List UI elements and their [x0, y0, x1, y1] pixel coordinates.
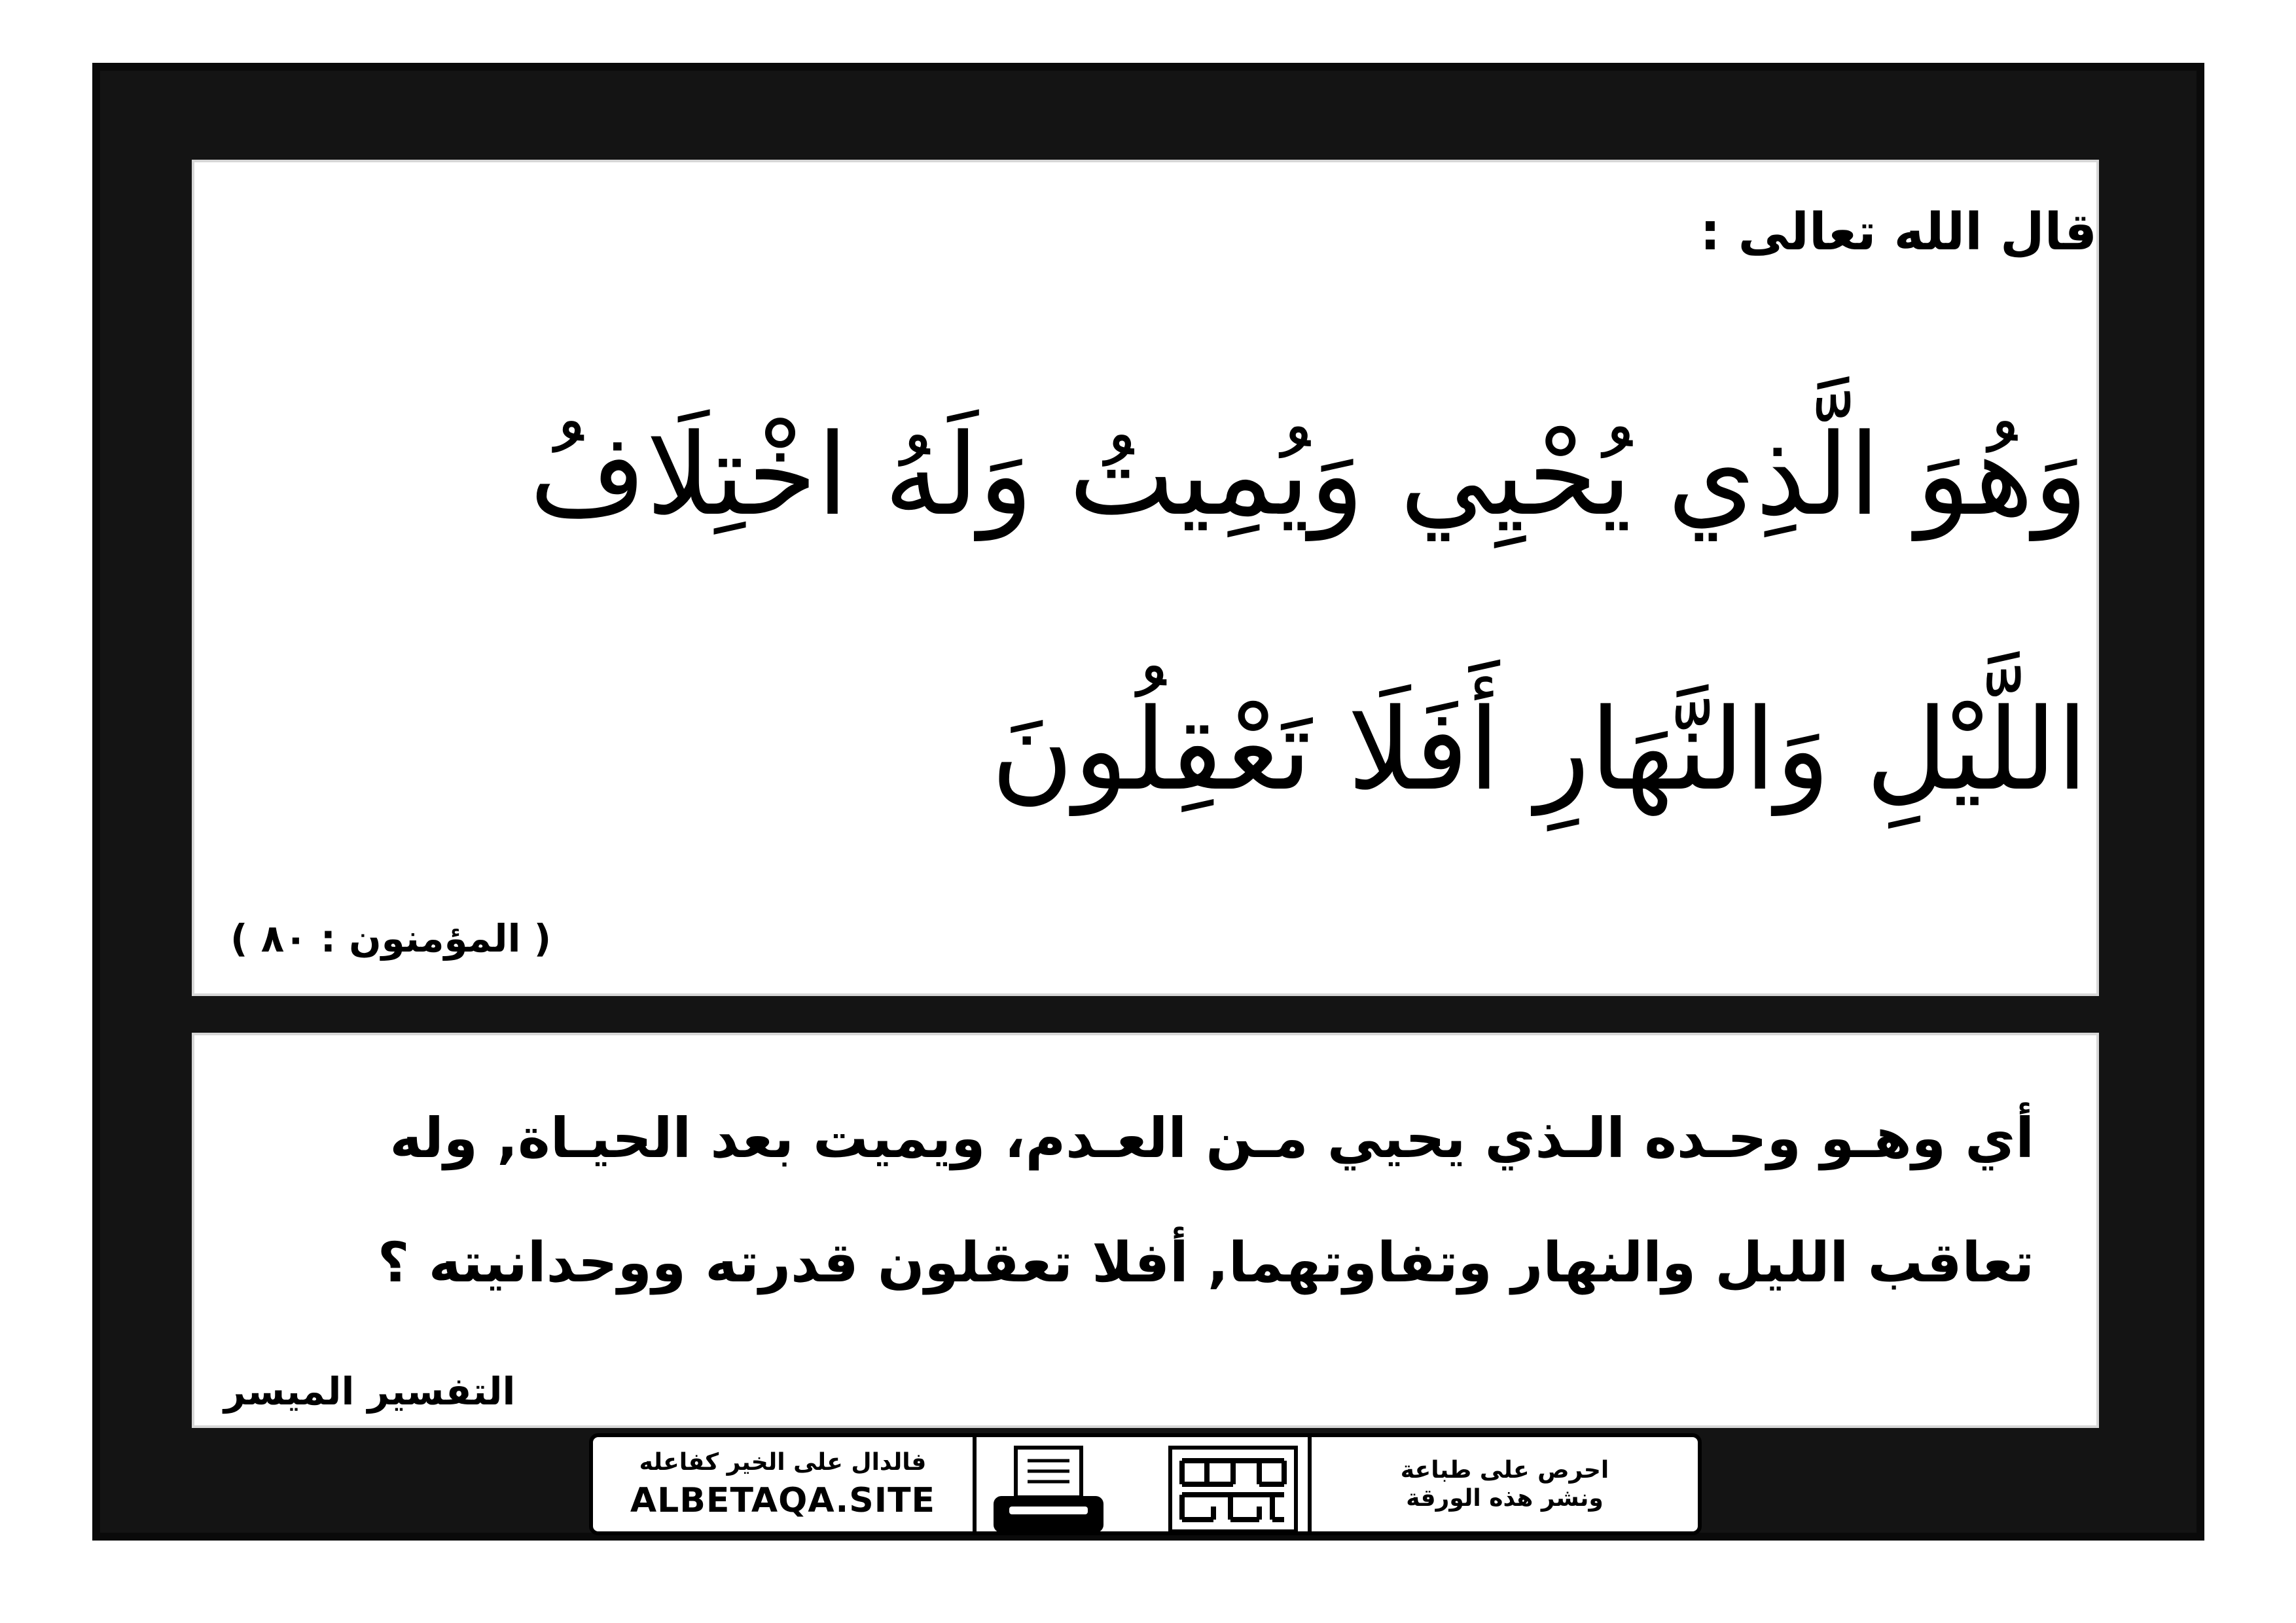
intro-heading: قال الله تعالى :	[1700, 203, 2097, 262]
footer-site-box	[593, 1437, 977, 1531]
footer-bar	[589, 1433, 1702, 1535]
verse-panel	[192, 160, 2099, 996]
tafsir-line-2: تعاقب الليل والنهار وتفاوتهما, أفلا تعقلون قدرته ووحدانيته ؟	[377, 1230, 2034, 1294]
tafsir-source: التفسير الميسر	[224, 1369, 516, 1414]
site-link[interactable]: ALBETAQA.SITE	[630, 1480, 936, 1520]
albetaqa-logo	[1168, 1445, 1299, 1534]
footer-note-box	[1308, 1437, 1698, 1531]
footer-slogan: فالدال على الخير كفاعله	[639, 1449, 927, 1476]
verse-reference: ( المؤمنون : ٨٠ )	[230, 916, 552, 961]
tafsir-line-1: أي وهـو وحـده الـذي يحيي مـن العـدم، ويميت بعد الحيـاة, وله	[389, 1106, 2034, 1170]
printer-icon	[990, 1445, 1107, 1537]
verse-line-1: وَهُوَ الَّذِي يُحْيِي وَيُمِيتُ وَلَهُ اخْتِلَافُ	[529, 409, 2088, 541]
verse-line-2: اللَّيْلِ وَالنَّهَارِ أَفَلَا تَعْقِلُونَ	[991, 684, 2088, 815]
footer-note-line-2: ونشر هذه الورقة	[1406, 1485, 1604, 1512]
footer-note-line-1: احرص على طباعة	[1400, 1456, 1609, 1484]
